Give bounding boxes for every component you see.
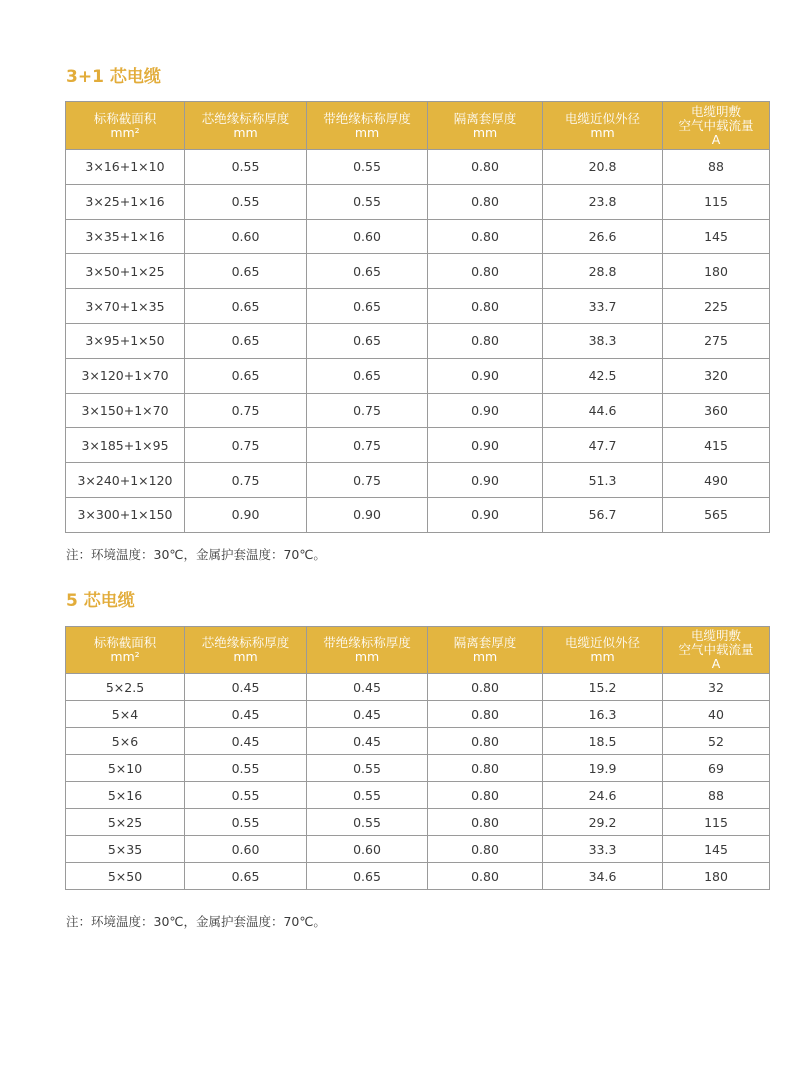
column-header-line: 电缆明敷 — [690, 103, 741, 119]
column-header-line: A — [711, 131, 721, 147]
table-row — [66, 701, 770, 728]
column-header-line: 芯绝缘标称厚度 — [201, 110, 290, 126]
table-cell: 5×50 — [66, 863, 185, 890]
table-cell: 0.55 — [185, 782, 307, 809]
table-cell: 0.60 — [307, 219, 428, 254]
column-header — [66, 627, 185, 674]
table-cell: 0.60 — [307, 836, 428, 863]
table-cell: 3×16+1×10 — [66, 150, 185, 185]
table-row — [66, 428, 770, 463]
column-header-line: 隔离套厚度 — [453, 635, 517, 650]
column-header-line: mm² — [110, 649, 140, 664]
table-cell: 38.3 — [543, 323, 663, 358]
table-cell: 0.90 — [428, 358, 543, 393]
table-cell: 360 — [663, 393, 770, 428]
table-cell: 0.80 — [428, 289, 543, 324]
table-cell: 0.75 — [307, 393, 428, 428]
table-cell: 33.7 — [543, 289, 663, 324]
table-cell: 0.80 — [428, 863, 543, 890]
table-cell: 0.55 — [185, 809, 307, 836]
table-cell: 0.45 — [185, 728, 307, 755]
column-header-line: 标称截面积 — [93, 635, 157, 650]
table-cell: 16.3 — [543, 701, 663, 728]
table-cell: 0.65 — [185, 358, 307, 393]
table-cell: 0.75 — [185, 393, 307, 428]
table-cell: 5×4 — [66, 701, 185, 728]
table-cell: 0.80 — [428, 254, 543, 289]
table-cell: 52 — [663, 728, 770, 755]
table-row — [66, 728, 770, 755]
table-row — [66, 863, 770, 890]
column-header-line: 电缆近似外径 — [564, 635, 640, 650]
table-cell: 0.65 — [307, 358, 428, 393]
table-cell: 0.80 — [428, 728, 543, 755]
table-cell: 88 — [663, 782, 770, 809]
table-cell: 0.90 — [428, 463, 543, 498]
table-cell: 275 — [663, 323, 770, 358]
table-cell: 0.55 — [185, 150, 307, 185]
table-cell: 0.80 — [428, 674, 543, 701]
table-cell: 490 — [663, 463, 770, 498]
table-cell: 0.80 — [428, 219, 543, 254]
table-cell: 0.45 — [185, 674, 307, 701]
table-cell: 33.3 — [543, 836, 663, 863]
table-cell: 26.6 — [543, 219, 663, 254]
table-cell: 15.2 — [543, 674, 663, 701]
table-cell: 0.90 — [307, 497, 428, 532]
table-cell: 0.90 — [428, 393, 543, 428]
column-header-line: 电缆近似外径 — [564, 110, 640, 126]
table-cell: 0.65 — [307, 323, 428, 358]
table-cell: 225 — [663, 289, 770, 324]
table-cell: 0.60 — [185, 836, 307, 863]
table-cell: 415 — [663, 428, 770, 463]
column-header-line: 电缆明敷 — [690, 628, 741, 643]
table-cell: 40 — [663, 701, 770, 728]
spec-table-5-core — [65, 626, 770, 890]
table-row — [66, 289, 770, 324]
table-cell: 0.80 — [428, 150, 543, 185]
table-cell: 0.55 — [307, 782, 428, 809]
table-cell: 3×70+1×35 — [66, 289, 185, 324]
table-cell: 0.80 — [428, 184, 543, 219]
section-title-5-core: 5 芯电缆 — [66, 591, 135, 611]
table-cell: 0.65 — [307, 863, 428, 890]
column-header-line: 带绝缘标称厚度 — [323, 110, 411, 126]
table-cell: 18.5 — [543, 728, 663, 755]
table-cell: 5×16 — [66, 782, 185, 809]
table-cell: 19.9 — [543, 755, 663, 782]
table-cell: 5×35 — [66, 836, 185, 863]
table-cell: 0.65 — [185, 323, 307, 358]
table-cell: 44.6 — [543, 393, 663, 428]
column-header — [663, 102, 770, 150]
table-cell: 0.80 — [428, 701, 543, 728]
table-cell: 3×185+1×95 — [66, 428, 185, 463]
table-cell: 42.5 — [543, 358, 663, 393]
column-header — [428, 102, 543, 150]
column-header-line: 带绝缘标称厚度 — [323, 635, 411, 650]
column-header-line: mm — [472, 649, 498, 664]
table-cell: 0.75 — [185, 428, 307, 463]
table-row — [66, 323, 770, 358]
table-note: 注：环境温度：30℃，金属护套温度：70℃。 — [66, 914, 326, 929]
table-cell: 145 — [663, 836, 770, 863]
table-cell: 3×240+1×120 — [66, 463, 185, 498]
column-header-line: mm — [354, 124, 380, 140]
table-cell: 3×25+1×16 — [66, 184, 185, 219]
table-cell: 34.6 — [543, 863, 663, 890]
table-row — [66, 836, 770, 863]
table-cell: 180 — [663, 254, 770, 289]
table-cell: 0.45 — [307, 728, 428, 755]
table-row — [66, 393, 770, 428]
table-cell: 3×95+1×50 — [66, 323, 185, 358]
table-cell: 0.90 — [185, 497, 307, 532]
column-header — [428, 627, 543, 674]
column-header — [543, 627, 663, 674]
table-cell: 0.75 — [307, 428, 428, 463]
table-cell: 0.55 — [307, 184, 428, 219]
table-row — [66, 358, 770, 393]
table-cell: 180 — [663, 863, 770, 890]
table-cell: 23.8 — [543, 184, 663, 219]
column-header-line: 空气中载流量 — [678, 642, 754, 657]
column-header-line: mm — [472, 124, 498, 140]
table-cell: 0.75 — [307, 463, 428, 498]
table-header-row — [66, 102, 770, 150]
table-cell: 3×150+1×70 — [66, 393, 185, 428]
table-note: 注：环境温度：30℃，金属护套温度：70℃。 — [66, 547, 326, 562]
column-header — [663, 627, 770, 674]
table-cell: 0.45 — [185, 701, 307, 728]
column-header-line: mm — [233, 124, 258, 140]
table-cell: 0.55 — [307, 150, 428, 185]
table-row — [66, 219, 770, 254]
table-row — [66, 755, 770, 782]
table-cell: 0.65 — [307, 289, 428, 324]
table-cell: 0.65 — [185, 254, 307, 289]
table-cell: 0.90 — [428, 497, 543, 532]
table-cell: 0.55 — [185, 184, 307, 219]
table-row — [66, 150, 770, 185]
table-row — [66, 674, 770, 701]
column-header-line: 标称截面积 — [93, 110, 157, 126]
table-cell: 5×2.5 — [66, 674, 185, 701]
column-header-line: 空气中载流量 — [678, 117, 754, 133]
table-cell: 0.80 — [428, 809, 543, 836]
table-cell: 32 — [663, 674, 770, 701]
table-cell: 0.65 — [307, 254, 428, 289]
table-cell: 0.65 — [185, 863, 307, 890]
table-row — [66, 184, 770, 219]
table-row — [66, 782, 770, 809]
table-cell: 0.80 — [428, 782, 543, 809]
table-cell: 0.65 — [185, 289, 307, 324]
column-header-line: 芯绝缘标称厚度 — [201, 635, 290, 650]
table-cell: 0.45 — [307, 701, 428, 728]
column-header — [66, 102, 185, 150]
column-header — [307, 627, 428, 674]
table-cell: 145 — [663, 219, 770, 254]
column-header — [185, 627, 307, 674]
table-cell: 0.80 — [428, 323, 543, 358]
table-cell: 24.6 — [543, 782, 663, 809]
table-cell: 88 — [663, 150, 770, 185]
table-cell: 0.60 — [185, 219, 307, 254]
table-cell: 5×10 — [66, 755, 185, 782]
table-cell: 5×6 — [66, 728, 185, 755]
spec-table-3plus1-core — [65, 101, 770, 533]
table-cell: 56.7 — [543, 497, 663, 532]
column-header-line: mm² — [110, 124, 140, 140]
table-cell: 0.80 — [428, 836, 543, 863]
table-cell: 115 — [663, 184, 770, 219]
table-cell: 0.45 — [307, 674, 428, 701]
table-cell: 0.55 — [307, 755, 428, 782]
table-cell: 0.75 — [185, 463, 307, 498]
table-cell: 320 — [663, 358, 770, 393]
table-cell: 3×120+1×70 — [66, 358, 185, 393]
table-cell: 0.90 — [428, 428, 543, 463]
table-cell: 0.55 — [185, 755, 307, 782]
table-row — [66, 809, 770, 836]
column-header — [185, 102, 307, 150]
table-cell: 3×300+1×150 — [66, 497, 185, 532]
table-cell: 565 — [663, 497, 770, 532]
column-header-line: mm — [354, 649, 380, 664]
table-cell: 0.55 — [307, 809, 428, 836]
column-header-line: mm — [590, 649, 615, 664]
table-cell: 3×50+1×25 — [66, 254, 185, 289]
column-header-line: mm — [590, 124, 615, 140]
table-cell: 0.80 — [428, 755, 543, 782]
column-header-line: 隔离套厚度 — [453, 110, 517, 126]
table-row — [66, 497, 770, 532]
table-row — [66, 463, 770, 498]
column-header-line: A — [711, 656, 721, 671]
section-title-3plus1-core: 3+1 芯电缆 — [66, 67, 161, 87]
table-cell: 28.8 — [543, 254, 663, 289]
table-cell: 3×35+1×16 — [66, 219, 185, 254]
table-cell: 51.3 — [543, 463, 663, 498]
table-cell: 47.7 — [543, 428, 663, 463]
table-cell: 115 — [663, 809, 770, 836]
column-header — [543, 102, 663, 150]
table-cell: 29.2 — [543, 809, 663, 836]
column-header-line: mm — [233, 649, 258, 664]
column-header — [307, 102, 428, 150]
table-cell: 69 — [663, 755, 770, 782]
table-header-row — [66, 627, 770, 674]
table-cell: 5×25 — [66, 809, 185, 836]
table-row — [66, 254, 770, 289]
table-cell: 20.8 — [543, 150, 663, 185]
